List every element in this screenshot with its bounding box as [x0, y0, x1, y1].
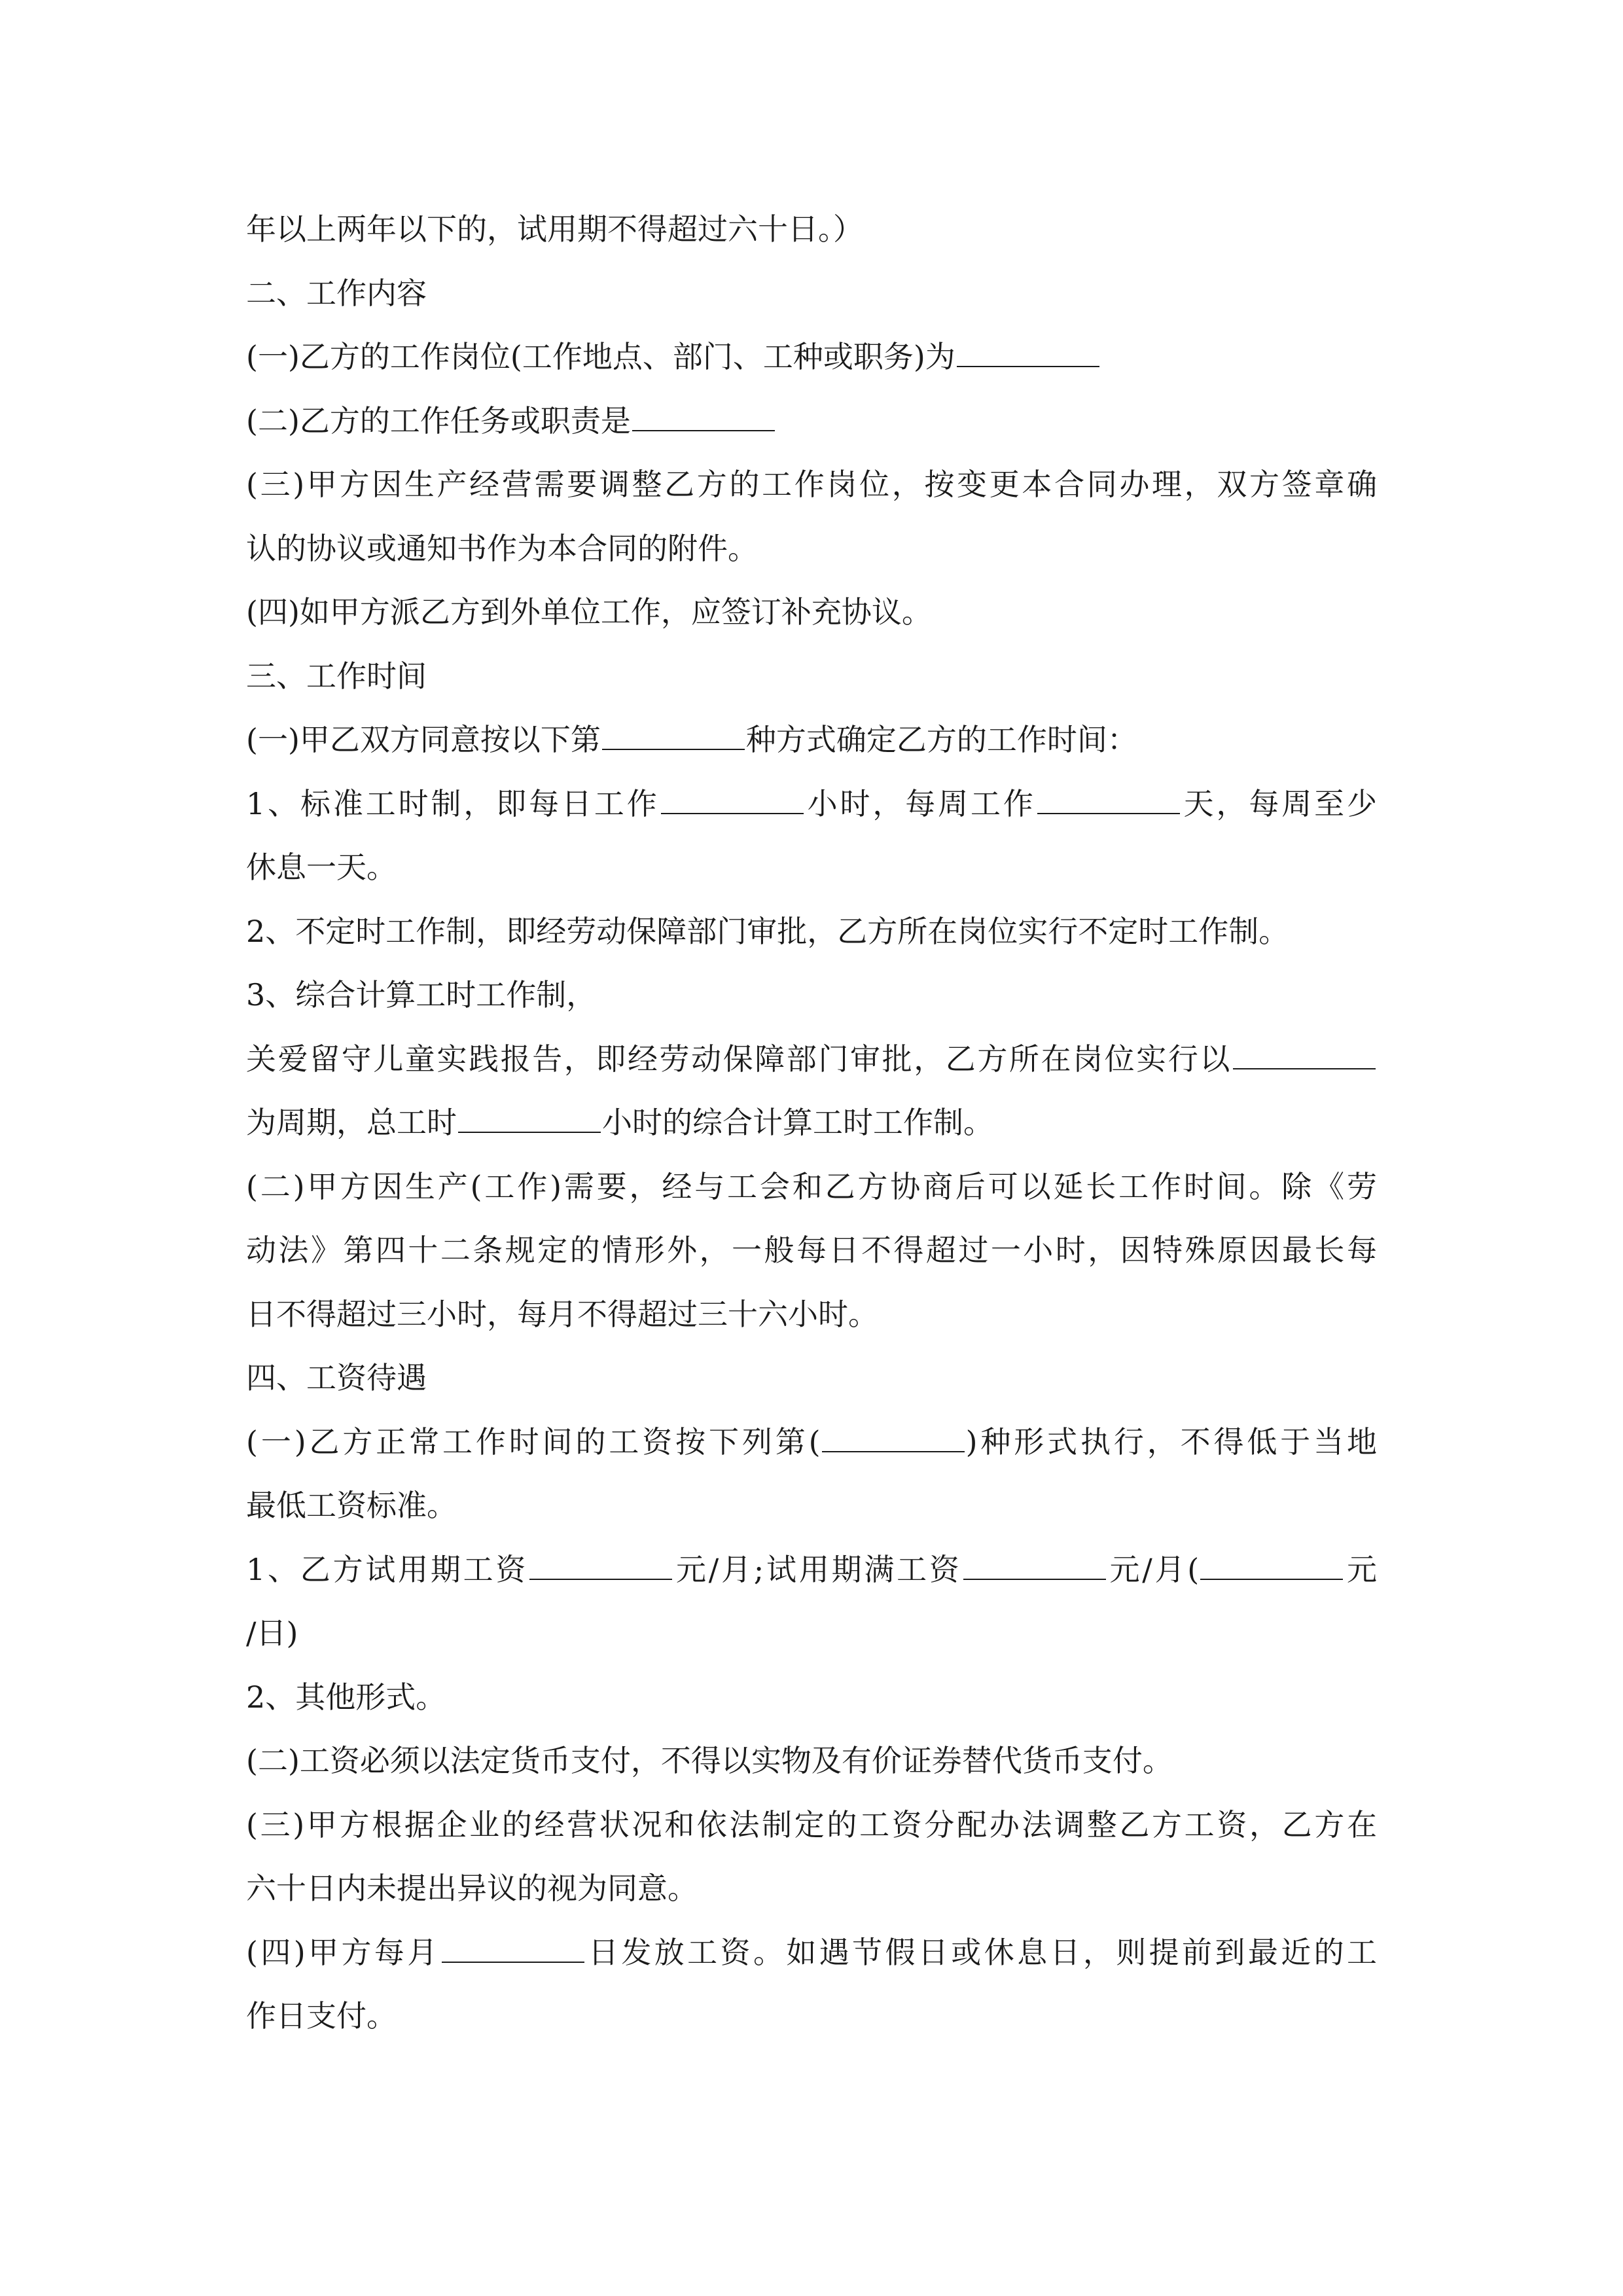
text-segment: (四)如甲方派乙方到外单位工作，应签订补充协议。: [246, 594, 932, 630]
fill-in-blank: [602, 723, 745, 750]
text-line-l10: [246, 772, 1377, 836]
text-line-l29: [246, 1984, 1377, 2049]
text-segment: 1、乙方试用期工资: [246, 1551, 529, 1587]
text-line-l8: [246, 645, 1377, 709]
text-segment: )种形式执行，不得低于当地: [965, 1424, 1377, 1460]
text-segment: 2、其他形式。: [246, 1679, 446, 1715]
text-segment: 年以上两年以下的，试用期不得超过六十日。）: [246, 211, 863, 247]
fill-in-blank: [1200, 1552, 1343, 1580]
text-segment: 天，每周至少: [1181, 785, 1377, 821]
text-segment: (三)甲方根据企业的经营状况和依法制定的工资分配办法调整乙方工资，乙方在: [246, 1806, 1377, 1842]
text-segment: 四、工资待遇: [246, 1360, 427, 1395]
fill-in-blank: [661, 787, 804, 814]
text-line-l14: [246, 1028, 1377, 1092]
text-line-l12: [246, 900, 1377, 964]
text-segment: 最低工资标准。: [246, 1488, 457, 1523]
text-segment: 休息一天。: [246, 850, 397, 885]
text-segment: 关爱留守儿童实践报告，即经劳动保障部门审批，乙方所在岗位实行以: [246, 1041, 1232, 1077]
text-segment: 小时，每周工作: [804, 785, 1036, 821]
fill-in-blank: [632, 404, 775, 431]
text-segment: 元/月;试用期满工资: [673, 1551, 962, 1587]
text-segment: 二、工作内容: [246, 275, 427, 311]
text-segment: 六十日内未提出异议的视为同意。: [246, 1871, 698, 1906]
text-segment: 1、标准工时制，即每日工作: [246, 785, 660, 821]
text-line-l3: [246, 325, 1377, 389]
fill-in-blank: [1037, 787, 1180, 814]
text-line-l28: [246, 1921, 1377, 1985]
text-line-l16: [246, 1155, 1377, 1219]
fill-in-blank: [957, 340, 1099, 367]
text-line-l21: [246, 1474, 1377, 1538]
text-segment: 三、工作时间: [246, 658, 427, 694]
text-segment: 元: [1344, 1551, 1377, 1587]
text-line-l4: [246, 389, 1377, 454]
text-line-l23: [246, 1602, 1377, 1666]
text-segment: 为周期，总工时: [246, 1105, 457, 1140]
fill-in-blank: [822, 1425, 965, 1452]
text-segment: /日): [246, 1615, 298, 1651]
text-segment: (二)工资必须以法定货币支付，不得以实物及有价证券替代货币支付。: [246, 1743, 1173, 1778]
text-segment: 元/月(: [1107, 1551, 1200, 1587]
text-line-l9: [246, 708, 1377, 772]
text-line-l26: [246, 1793, 1377, 1857]
text-segment: 动法》第四十二条规定的情形外，一般每日不得超过一小时，因特殊原因最长每: [246, 1232, 1377, 1268]
text-segment: (三)甲方因生产经营需要调整乙方的工作岗位，按变更本合同办理，双方签章确: [246, 467, 1377, 502]
text-line-l17: [246, 1219, 1377, 1283]
text-line-l11: [246, 836, 1377, 900]
fill-in-blank: [1233, 1042, 1376, 1069]
text-line-l5: [246, 453, 1377, 517]
text-line-l2: [246, 262, 1377, 326]
text-line-l24: [246, 1666, 1377, 1730]
text-segment: (一)乙方正常工作时间的工资按下列第(: [246, 1424, 821, 1460]
fill-in-blank: [963, 1552, 1106, 1580]
text-segment: 认的协议或通知书作为本合同的附件。: [246, 530, 758, 566]
text-line-l25: [246, 1729, 1377, 1793]
text-line-l27: [246, 1857, 1377, 1921]
document-body: [246, 198, 1377, 2049]
text-segment: (二)甲方因生产(工作)需要，经与工会和乙方协商后可以延长工作时间。除《劳: [246, 1168, 1377, 1204]
text-segment: (四)甲方每月: [246, 1934, 440, 1970]
text-line-l1: [246, 198, 1377, 262]
text-line-l7: [246, 581, 1377, 645]
fill-in-blank: [442, 1935, 584, 1963]
text-segment: 日发放工资。如遇节假日或休息日，则提前到最近的工: [585, 1934, 1377, 1970]
text-line-l6: [246, 517, 1377, 581]
text-segment: (二)乙方的工作任务或职责是: [246, 403, 631, 439]
text-segment: 作日支付。: [246, 1998, 397, 2034]
text-segment: 种方式确定乙方的工作时间：: [745, 722, 1137, 757]
text-segment: 3、综合计算工时工作制，: [246, 977, 597, 1013]
text-segment: 小时的综合计算工时工作制。: [602, 1105, 993, 1140]
text-line-l19: [246, 1346, 1377, 1410]
text-segment: 2、不定时工作制，即经劳动保障部门审批，乙方所在岗位实行不定时工作制。: [246, 913, 1289, 949]
fill-in-blank: [529, 1552, 672, 1580]
text-line-l13: [246, 963, 1377, 1028]
text-line-l15: [246, 1091, 1377, 1155]
text-segment: (一)乙方的工作岗位(工作地点、部门、工种或职务)为: [246, 339, 955, 374]
text-segment: 日不得超过三小时，每月不得超过三十六小时。: [246, 1296, 878, 1332]
text-segment: (一)甲乙双方同意按以下第: [246, 722, 601, 757]
fill-in-blank: [458, 1105, 601, 1133]
text-line-l18: [246, 1283, 1377, 1347]
text-line-l20: [246, 1410, 1377, 1475]
text-line-l22: [246, 1538, 1377, 1602]
